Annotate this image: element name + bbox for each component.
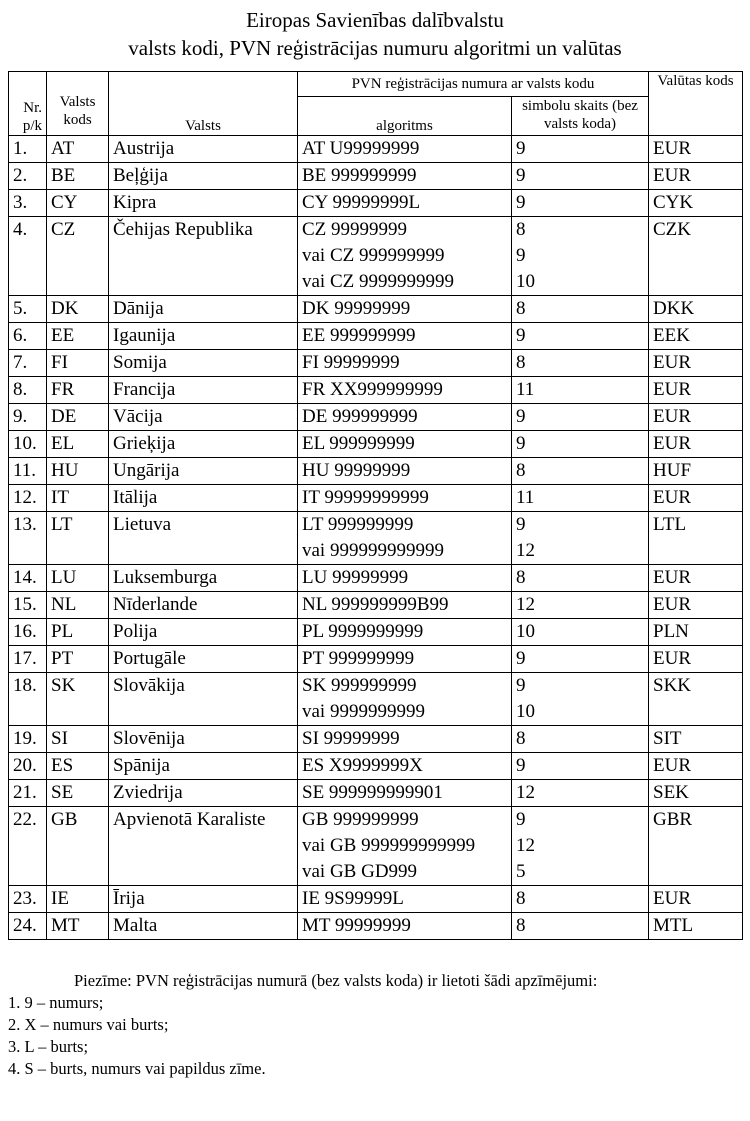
cell-currency: LTL [649, 512, 743, 565]
cell-char-count [512, 913, 649, 940]
cell-nr: 7. [9, 350, 47, 377]
cell-algorithm [298, 726, 512, 753]
table-row [9, 350, 743, 377]
cell-currency: EUR [649, 136, 743, 163]
table-row [9, 592, 743, 619]
table-row [9, 886, 743, 913]
algorithm-line: LU 99999999 [302, 567, 409, 588]
cell-country: Īrija [109, 886, 298, 913]
cell-currency: SKK [649, 673, 743, 726]
cell-nr: 9. [9, 404, 47, 431]
cell-country-code: AT [47, 136, 109, 163]
notes-section [8, 970, 742, 1080]
char-count-line: 8 [516, 219, 526, 240]
cell-currency: EUR [649, 565, 743, 592]
char-count-line: 11 [516, 379, 535, 400]
char-count-line: 9 [516, 809, 526, 830]
cell-country-code: EL [47, 431, 109, 458]
header-algorithm: algoritms [298, 97, 512, 136]
char-count-line: 5 [516, 861, 526, 882]
algorithm-line: vai 9999999999 [302, 701, 425, 722]
cell-char-count [512, 217, 649, 296]
cell-country: Zviedrija [109, 780, 298, 807]
cell-country-code: LT [47, 512, 109, 565]
header-vat-group: PVN reģistrācijas numura ar valsts kodu [298, 72, 649, 97]
table-row [9, 913, 743, 940]
cell-country: Čehijas Republika [109, 217, 298, 296]
cell-country: Spānija [109, 753, 298, 780]
cell-country: Slovākija [109, 673, 298, 726]
char-count-line: 9 [516, 433, 526, 454]
cell-char-count [512, 296, 649, 323]
cell-country-code: ES [47, 753, 109, 780]
algorithm-line: vai CZ 999999999 [302, 245, 445, 266]
cell-country-code: EE [47, 323, 109, 350]
cell-currency: EUR [649, 431, 743, 458]
table-row [9, 163, 743, 190]
cell-nr: 8. [9, 377, 47, 404]
cell-nr: 13. [9, 512, 47, 565]
cell-char-count [512, 646, 649, 673]
cell-currency: EUR [649, 886, 743, 913]
cell-country: Somija [109, 350, 298, 377]
cell-algorithm [298, 886, 512, 913]
cell-algorithm [298, 753, 512, 780]
cell-country: Ungārija [109, 458, 298, 485]
table-row [9, 404, 743, 431]
cell-country-code: IE [47, 886, 109, 913]
cell-currency: GBR [649, 807, 743, 886]
cell-nr: 6. [9, 323, 47, 350]
char-count-line: 9 [516, 165, 526, 186]
table-row [9, 780, 743, 807]
cell-char-count [512, 350, 649, 377]
cell-country-code: PT [47, 646, 109, 673]
cell-char-count [512, 592, 649, 619]
cell-country-code: NL [47, 592, 109, 619]
cell-currency: EUR [649, 350, 743, 377]
cell-nr: 12. [9, 485, 47, 512]
cell-char-count [512, 780, 649, 807]
cell-country-code: HU [47, 458, 109, 485]
notes-item: 2. X – numurs vai burts; [8, 1015, 169, 1034]
cell-char-count [512, 512, 649, 565]
cell-country: Beļģija [109, 163, 298, 190]
cell-algorithm [298, 780, 512, 807]
char-count-line: 8 [516, 888, 526, 909]
cell-nr: 20. [9, 753, 47, 780]
cell-algorithm [298, 458, 512, 485]
cell-algorithm [298, 431, 512, 458]
header-country: Valsts [109, 72, 298, 136]
cell-algorithm [298, 619, 512, 646]
cell-char-count [512, 377, 649, 404]
char-count-line: 12 [516, 782, 535, 803]
cell-nr: 3. [9, 190, 47, 217]
header-nr: Nr. p/k [9, 72, 47, 136]
algorithm-line: EL 999999999 [302, 433, 415, 454]
cell-country: Portugāle [109, 646, 298, 673]
cell-currency: EUR [649, 377, 743, 404]
notes-item: 3. L – burts; [8, 1037, 89, 1056]
cell-country: Grieķija [109, 431, 298, 458]
table-row [9, 136, 743, 163]
cell-algorithm [298, 163, 512, 190]
cell-char-count [512, 404, 649, 431]
cell-nr: 16. [9, 619, 47, 646]
algorithm-line: NL 999999999B99 [302, 594, 449, 615]
char-count-line: 9 [516, 755, 526, 776]
char-count-line: 9 [516, 192, 526, 213]
cell-char-count [512, 807, 649, 886]
cell-country: Slovēnija [109, 726, 298, 753]
cell-country: Austrija [109, 136, 298, 163]
cell-algorithm [298, 485, 512, 512]
table-row [9, 512, 743, 565]
cell-nr: 5. [9, 296, 47, 323]
algorithm-line: GB 999999999 [302, 809, 419, 830]
cell-currency: EUR [649, 592, 743, 619]
char-count-line: 12 [516, 835, 535, 856]
cell-currency: CYK [649, 190, 743, 217]
cell-nr: 19. [9, 726, 47, 753]
char-count-line: 8 [516, 728, 526, 749]
cell-char-count [512, 485, 649, 512]
cell-currency: EUR [649, 485, 743, 512]
char-count-line: 8 [516, 460, 526, 481]
cell-currency: HUF [649, 458, 743, 485]
cell-nr: 18. [9, 673, 47, 726]
cell-algorithm [298, 404, 512, 431]
cell-char-count [512, 190, 649, 217]
char-count-line: 12 [516, 540, 535, 561]
char-count-line: 9 [516, 675, 526, 696]
algorithm-line: AT U99999999 [302, 138, 420, 159]
cell-algorithm [298, 136, 512, 163]
char-count-line: 8 [516, 915, 526, 936]
cell-country-code: LU [47, 565, 109, 592]
cell-country-code: FR [47, 377, 109, 404]
algorithm-line: SE 999999999901 [302, 782, 443, 803]
cell-currency: MTL [649, 913, 743, 940]
table-row [9, 673, 743, 726]
algorithm-line: PL 9999999999 [302, 621, 424, 642]
char-count-line: 8 [516, 352, 526, 373]
cell-country-code: BE [47, 163, 109, 190]
algorithm-line: MT 99999999 [302, 915, 411, 936]
table-row [9, 190, 743, 217]
cell-char-count [512, 726, 649, 753]
algorithm-line: DK 99999999 [302, 298, 411, 319]
cell-char-count [512, 565, 649, 592]
char-count-line: 9 [516, 325, 526, 346]
cell-char-count [512, 323, 649, 350]
cell-nr: 23. [9, 886, 47, 913]
cell-algorithm [298, 190, 512, 217]
char-count-line: 9 [516, 406, 526, 427]
char-count-line: 10 [516, 621, 535, 642]
cell-currency: EUR [649, 646, 743, 673]
cell-nr: 22. [9, 807, 47, 886]
char-count-line: 9 [516, 245, 526, 266]
cell-country: Kipra [109, 190, 298, 217]
cell-country-code: CY [47, 190, 109, 217]
cell-currency: EEK [649, 323, 743, 350]
table-row [9, 807, 743, 886]
char-count-line: 9 [516, 514, 526, 535]
cell-nr: 24. [9, 913, 47, 940]
table-row [9, 565, 743, 592]
cell-country: Francija [109, 377, 298, 404]
table-row [9, 431, 743, 458]
cell-currency: CZK [649, 217, 743, 296]
algorithm-line: EE 999999999 [302, 325, 416, 346]
cell-country: Malta [109, 913, 298, 940]
cell-algorithm [298, 913, 512, 940]
cell-nr: 10. [9, 431, 47, 458]
cell-algorithm [298, 673, 512, 726]
table-row [9, 296, 743, 323]
cell-char-count [512, 753, 649, 780]
cell-country-code: DE [47, 404, 109, 431]
cell-currency: EUR [649, 163, 743, 190]
cell-country: Vācija [109, 404, 298, 431]
cell-currency: EUR [649, 404, 743, 431]
table-row [9, 458, 743, 485]
cell-algorithm [298, 807, 512, 886]
cell-algorithm [298, 592, 512, 619]
cell-country-code: SI [47, 726, 109, 753]
cell-country-code: GB [47, 807, 109, 886]
vat-table [8, 71, 743, 940]
cell-nr: 4. [9, 217, 47, 296]
cell-char-count [512, 163, 649, 190]
cell-algorithm [298, 350, 512, 377]
algorithm-line: FR XX999999999 [302, 379, 443, 400]
char-count-line: 10 [516, 701, 535, 722]
cell-country-code: SE [47, 780, 109, 807]
cell-country: Lietuva [109, 512, 298, 565]
algorithm-line: SK 999999999 [302, 675, 417, 696]
cell-country: Dānija [109, 296, 298, 323]
algorithm-line: IE 9S99999L [302, 888, 404, 909]
cell-nr: 15. [9, 592, 47, 619]
cell-currency: SEK [649, 780, 743, 807]
algorithm-line: SI 99999999 [302, 728, 400, 749]
char-count-line: 12 [516, 594, 535, 615]
table-row [9, 377, 743, 404]
cell-nr: 11. [9, 458, 47, 485]
notes-intro: Piezīme: PVN reģistrācijas numurā (bez valsts koda) ir lietoti šādi apzīmējumi: [74, 971, 598, 990]
cell-nr: 1. [9, 136, 47, 163]
document-title [0, 6, 750, 62]
cell-char-count [512, 136, 649, 163]
cell-nr: 21. [9, 780, 47, 807]
cell-algorithm [298, 217, 512, 296]
table-row [9, 753, 743, 780]
cell-currency: EUR [649, 753, 743, 780]
table-row [9, 217, 743, 296]
cell-nr: 14. [9, 565, 47, 592]
cell-currency: PLN [649, 619, 743, 646]
char-count-line: 8 [516, 298, 526, 319]
cell-country: Luksemburga [109, 565, 298, 592]
cell-algorithm [298, 646, 512, 673]
cell-algorithm [298, 565, 512, 592]
cell-country-code: IT [47, 485, 109, 512]
cell-country-code: DK [47, 296, 109, 323]
algorithm-line: ES X9999999X [302, 755, 423, 776]
char-count-line: 9 [516, 648, 526, 669]
cell-country-code: FI [47, 350, 109, 377]
cell-currency: SIT [649, 726, 743, 753]
notes-item: 1. 9 – numurs; [8, 993, 104, 1012]
cell-char-count [512, 619, 649, 646]
cell-char-count [512, 458, 649, 485]
table-row [9, 485, 743, 512]
cell-country: Apvienotā Karaliste [109, 807, 298, 886]
cell-country-code: MT [47, 913, 109, 940]
algorithm-line: FI 99999999 [302, 352, 400, 373]
cell-nr: 2. [9, 163, 47, 190]
algorithm-line: CY 99999999L [302, 192, 421, 213]
algorithm-line: vai 999999999999 [302, 540, 444, 561]
cell-algorithm [298, 296, 512, 323]
cell-char-count [512, 431, 649, 458]
cell-country-code: SK [47, 673, 109, 726]
table-row [9, 726, 743, 753]
algorithm-line: PT 999999999 [302, 648, 415, 669]
algorithm-line: CZ 99999999 [302, 219, 408, 240]
table-row [9, 619, 743, 646]
cell-nr: 17. [9, 646, 47, 673]
cell-country: Igaunija [109, 323, 298, 350]
header-row-1 [9, 72, 743, 97]
notes-item: 4. S – burts, numurs vai papildus zīme. [8, 1059, 266, 1078]
cell-algorithm [298, 323, 512, 350]
header-char-count: simbolu skaits (bez valsts koda) [512, 97, 649, 136]
cell-algorithm [298, 377, 512, 404]
title-line-1: Eiropas Savienības dalībvalstu [246, 8, 504, 32]
algorithm-line: HU 99999999 [302, 460, 411, 481]
header-country-code: Valsts kods [47, 72, 109, 136]
cell-char-count [512, 886, 649, 913]
title-line-2: valsts kodi, PVN reģistrācijas numuru algoritmi un valūtas [128, 36, 622, 60]
char-count-line: 11 [516, 487, 535, 508]
cell-country-code: CZ [47, 217, 109, 296]
algorithm-line: vai CZ 9999999999 [302, 271, 454, 292]
table-row [9, 323, 743, 350]
algorithm-line: vai GB GD999 [302, 861, 418, 882]
table-body [9, 136, 743, 940]
algorithm-line: LT 999999999 [302, 514, 414, 535]
cell-char-count [512, 673, 649, 726]
table-row [9, 646, 743, 673]
cell-country-code: PL [47, 619, 109, 646]
cell-country: Polija [109, 619, 298, 646]
cell-currency: DKK [649, 296, 743, 323]
cell-country: Nīderlande [109, 592, 298, 619]
cell-algorithm [298, 512, 512, 565]
char-count-line: 8 [516, 567, 526, 588]
cell-country: Itālija [109, 485, 298, 512]
algorithm-line: BE 999999999 [302, 165, 417, 186]
algorithm-line: IT 99999999999 [302, 487, 429, 508]
algorithm-line: DE 999999999 [302, 406, 418, 427]
char-count-line: 9 [516, 138, 526, 159]
char-count-line: 10 [516, 271, 535, 292]
header-currency: Valūtas kods [649, 72, 743, 136]
algorithm-line: vai GB 999999999999 [302, 835, 476, 856]
